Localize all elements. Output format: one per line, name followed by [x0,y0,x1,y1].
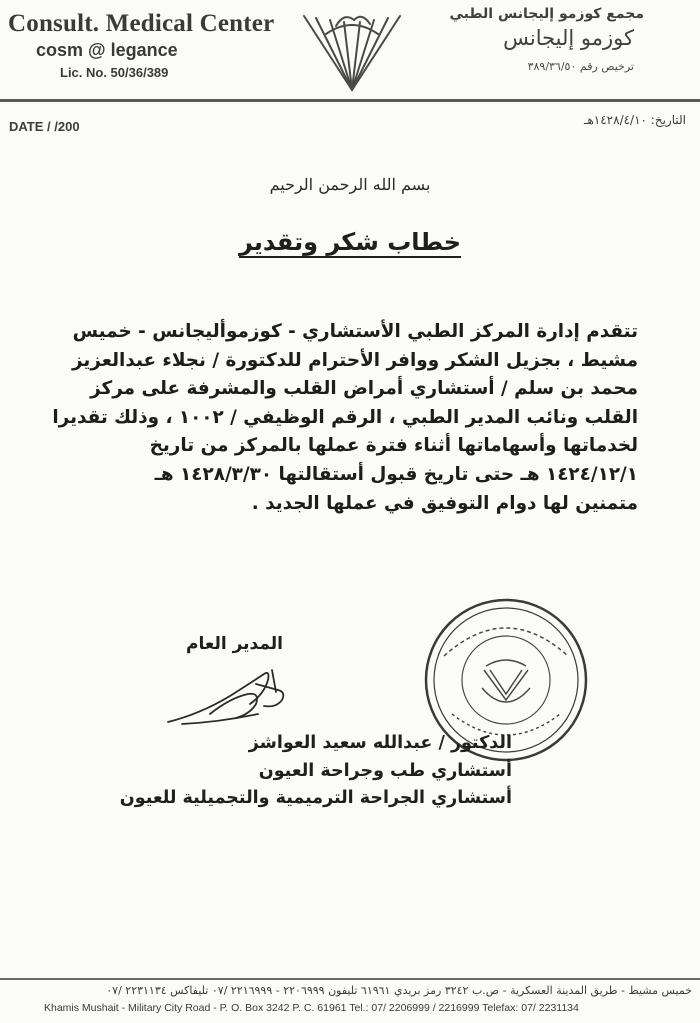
body-line: ١٤٢٤/١٢/١ هـ حتى تاريخ قبول أستقالتها ١٤٢٨/٣/٣٠ هـ [154,463,638,485]
basmala: بسم الله الرحمن الرحيم [269,175,431,194]
date-english: DATE / /200 [9,119,80,134]
body-line: لخدماتها وأسهاماتها أثناء فترة عملها بالمركز من تاريخ [149,435,638,457]
body-line: مشيط ، بجزيل الشكر ووافر الأحترام للدكتورة / نجلاء عبدالعزيز [71,349,638,371]
body-line: تتقدم إدارة المركز الطبي الأستشاري - كوزموأليجانس - خميس [72,321,638,342]
letter-title: خطاب شكر وتقدير [238,228,461,256]
body-line: متمنين لها دوام التوفيق في عملها الجديد . [251,492,638,514]
letterhead-license: Lic. No. 50/36/389 [60,65,169,80]
letterhead-divider [0,99,700,102]
letterhead-arabic-brand: كوزمو إليجانس [503,26,634,50]
letterhead-arabic-license: ترخيص رقم ٣٨٩/٣٦/٥٠ [527,60,634,73]
signatory-name: الدكتور / عبدالله سعيد العواشز [248,733,512,753]
footer-divider [0,978,700,980]
letterhead-arabic-top: مجمع كوزمو إليجانس الطبي [449,6,644,22]
letterhead-brand: cosm @ legance [36,40,178,60]
body-line: محمد بن سلم / أستشاري أمراض القلب والمشرفة على مركز [90,378,638,400]
handwritten-signature-icon [160,664,300,730]
signatory-role-1: أستشاري طب وجراحة العيون [258,761,512,781]
signatory-role-2: أستشاري الجراحة الترميمية والتجميلية للعيون [119,788,512,808]
letter-body [52,318,638,518]
footer-address-arabic: خميس مشيط - طريق المدينة العسكرية - ص.ب ٣٢٤٢ رمز بريدي ٦١٩٦١ تليفون ٢٢٠٦٩٩٩ - ٢٢١٦٩٩٩ /٠٧ تليفاكس ٢٢٣١١٣٤ /٠٧ [106,984,692,997]
cosmo-elegance-fan-logo-icon [296,6,408,94]
date-arabic: التاريخ: ١٤٢٨/٤/١٠هـ [583,113,686,127]
signatory-position: المدير العام [186,634,283,654]
body-line: القلب ونائب المدير الطبي ، الرقم الوظيفي / ١٠٠٢ ، وذلك تقديرا [52,406,638,428]
letterhead-center-name: Consult. Medical Center [8,10,275,37]
footer-address-english: Khamis Mushait - Military City Road - P. O. Box 3242 P. C. 61961 Tel.: 07/ 2206999 / 2216999 Telefax: 07/ 2231134 [44,1002,579,1014]
